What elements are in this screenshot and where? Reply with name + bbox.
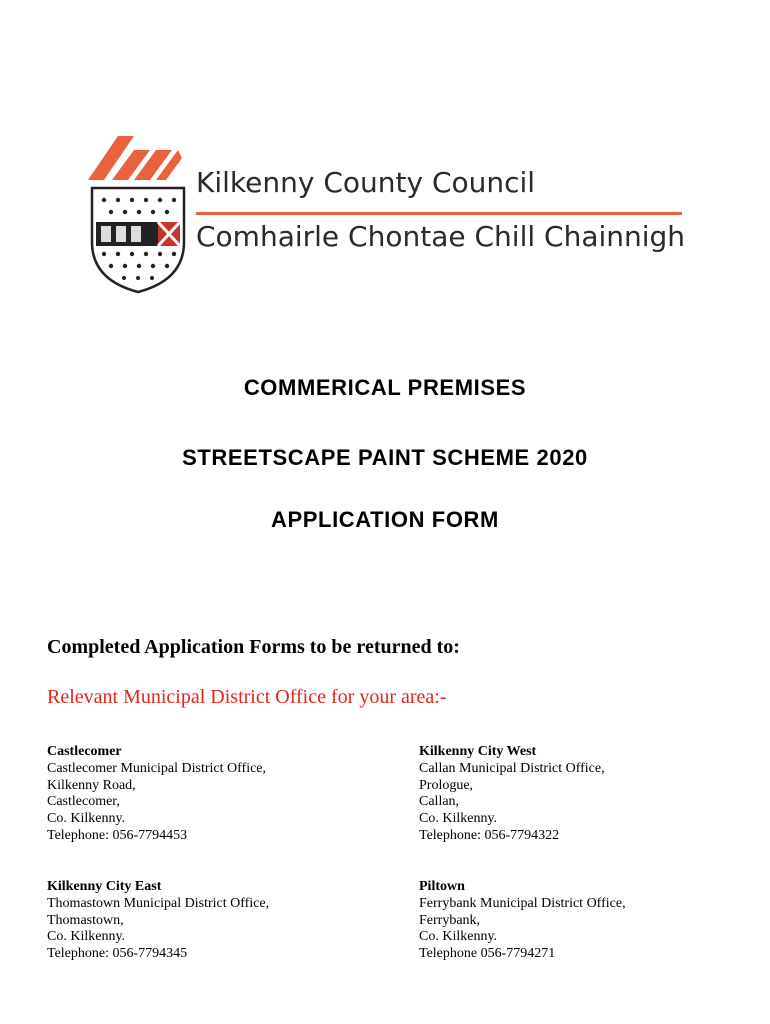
office-address-line: Ferrybank Municipal District Office, — [419, 895, 626, 911]
office-address-line: Co. Kilkenny. — [419, 929, 498, 945]
office-address-line: Callan, — [419, 794, 460, 810]
office-name: Castlecomer — [47, 744, 122, 759]
office-address-line: Castlecomer, — [47, 794, 120, 810]
crest-icon — [84, 132, 194, 297]
office-address-line: Thomastown Municipal District Office, — [47, 895, 270, 911]
office-castlecomer — [47, 744, 377, 845]
office-address-line: Ferrybank, — [419, 912, 481, 928]
office-telephone: Telephone: 056-7794453 — [47, 827, 188, 843]
office-telephone: Telephone 056-7794271 — [419, 946, 556, 962]
title-line-1: COMMERICAL PREMISES — [243, 375, 527, 400]
office-kilkenny-city-west — [419, 744, 749, 845]
relevant-office-note: Relevant Municipal District Office for your area:- — [47, 686, 447, 708]
office-telephone: Telephone: 056-7794345 — [47, 946, 188, 962]
title-line-2: STREETSCAPE PAINT SCHEME 2020 — [182, 445, 588, 470]
office-address-line: Thomastown, — [47, 912, 124, 928]
office-address-line: Co. Kilkenny. — [47, 811, 126, 827]
office-address-line: Co. Kilkenny. — [419, 811, 498, 827]
logo-divider — [196, 212, 682, 215]
office-address-line: Prologue, — [419, 777, 474, 793]
office-kilkenny-city-east — [47, 879, 377, 963]
office-address-line: Callan Municipal District Office, — [419, 760, 605, 776]
office-piltown — [419, 879, 749, 963]
office-address-line: Co. Kilkenny. — [47, 929, 126, 945]
office-telephone: Telephone: 056-7794322 — [419, 827, 560, 843]
council-name-english: Kilkenny County Council — [196, 166, 536, 199]
council-name-irish: Comhairle Chontae Chill Chainnigh — [196, 220, 686, 253]
office-name: Piltown — [419, 879, 465, 894]
office-name: Kilkenny City West — [419, 744, 537, 759]
title-line-3: APPLICATION FORM — [271, 507, 499, 532]
office-address-line: Castlecomer Municipal District Office, — [47, 760, 267, 776]
return-instruction: Completed Application Forms to be returned to: — [47, 636, 460, 658]
office-address-line: Kilkenny Road, — [47, 777, 136, 793]
office-name: Kilkenny City East — [47, 879, 162, 894]
